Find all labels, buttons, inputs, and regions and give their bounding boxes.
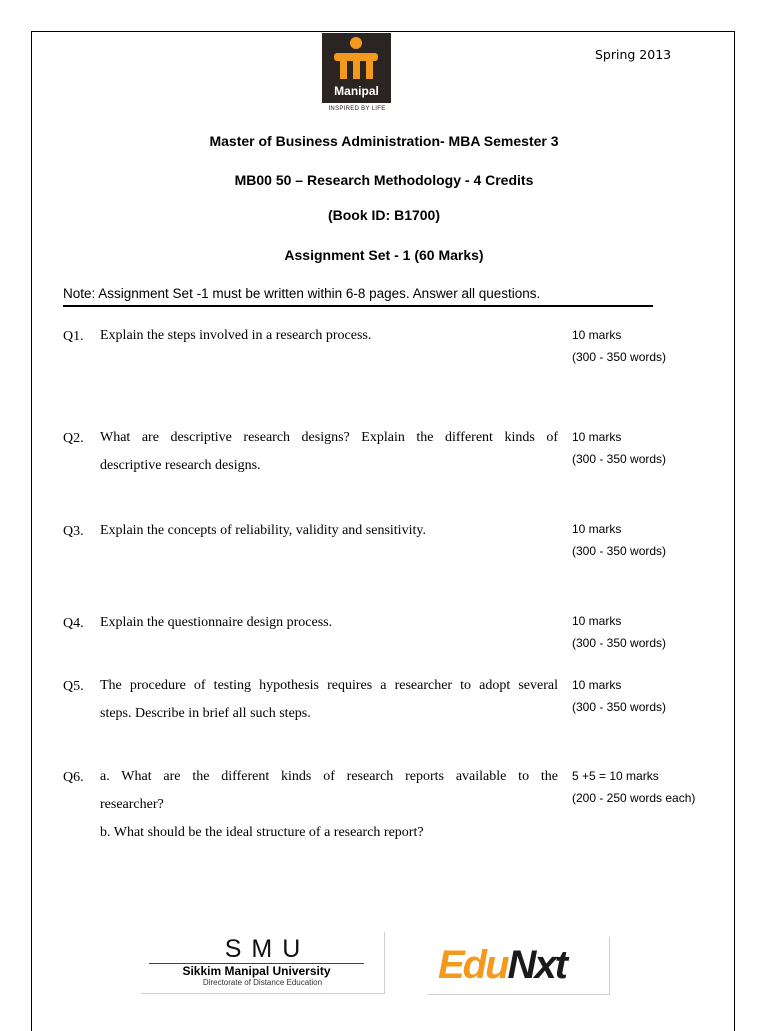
- word-limit: (300 - 350 words): [572, 544, 667, 558]
- smu-logo: [141, 932, 385, 994]
- marks-value: 10 marks: [572, 430, 622, 444]
- manipal-emblem-icon: [322, 33, 391, 85]
- smu-acronym: SMU: [224, 935, 311, 963]
- note-divider: [63, 305, 653, 307]
- course-title: MB00 50 – Research Methodology - 4 Credits: [234, 172, 534, 188]
- question-line: What are descriptive research designs? Explain the different kinds of: [100, 430, 558, 445]
- word-limit: (300 - 350 words): [572, 636, 667, 650]
- edunxt-part-xt: xt: [534, 943, 567, 987]
- question-line: The procedure of testing hypothesis requires a researcher to adopt several: [100, 678, 558, 693]
- edunxt-part-n: N: [507, 943, 535, 987]
- assignment-title: Assignment Set - 1 (60 Marks): [284, 247, 484, 263]
- question-marks: [572, 674, 666, 718]
- question-number: Q4.: [63, 616, 84, 631]
- marks-value: 10 marks: [572, 678, 622, 692]
- word-limit: (200 - 250 words each): [572, 791, 696, 805]
- question-text: [100, 672, 558, 728]
- semester-label: Spring 2013: [595, 47, 672, 62]
- marks-value: 5 +5 = 10 marks: [572, 769, 659, 783]
- question-number: Q5.: [63, 679, 84, 694]
- marks-value: 10 marks: [572, 328, 622, 342]
- smu-directorate: Directorate of Distance Education: [202, 978, 323, 987]
- question-line: Explain the questionnaire design process.: [100, 615, 333, 630]
- question-number: Q1.: [63, 329, 84, 344]
- word-limit: (300 - 350 words): [572, 452, 667, 466]
- question-number: Q2.: [63, 431, 84, 446]
- question-marks: [572, 426, 666, 470]
- note-text: Note: Assignment Set -1 must be written within 6-8 pages. Answer all questions.: [63, 286, 541, 301]
- program-title: Master of Business Administration- MBA Semester 3: [209, 133, 559, 149]
- smu-university-name: Sikkim Manipal University: [149, 963, 364, 978]
- question-number: Q6.: [63, 770, 84, 785]
- question-line: Explain the steps involved in a research process.: [100, 328, 372, 343]
- question-text: [100, 424, 558, 480]
- question-text: [100, 322, 558, 350]
- logo-wordmark: Manipal: [334, 84, 379, 98]
- question-marks: [572, 324, 666, 368]
- question-line: researcher?: [100, 797, 164, 812]
- manipal-logo: [322, 33, 391, 103]
- question-line: descriptive research designs.: [100, 458, 261, 473]
- question-text: [100, 763, 558, 847]
- question-marks: [572, 610, 666, 654]
- question-number: Q3.: [63, 524, 84, 539]
- question-text: [100, 517, 558, 545]
- marks-value: 10 marks: [572, 614, 622, 628]
- word-limit: (300 - 350 words): [572, 700, 667, 714]
- question-line: steps. Describe in brief all such steps.: [100, 706, 311, 721]
- question-line: b. What should be the ideal structure of a research report?: [100, 825, 424, 840]
- question-marks: [572, 518, 666, 562]
- marks-value: 10 marks: [572, 522, 622, 536]
- edunxt-logo: [428, 937, 610, 995]
- question-line: a. What are the different kinds of research reports available to the: [100, 769, 558, 784]
- logo-tagline: INSPIRED BY LIFE: [328, 106, 386, 112]
- question-line: Explain the concepts of reliability, validity and sensitivity.: [100, 523, 426, 538]
- question-marks: [572, 765, 695, 809]
- edunxt-wordmark: [438, 943, 566, 987]
- book-id: (Book ID: B1700): [327, 207, 441, 223]
- question-text: [100, 609, 558, 637]
- word-limit: (300 - 350 words): [572, 350, 667, 364]
- edunxt-part-edu: Edu: [438, 943, 508, 987]
